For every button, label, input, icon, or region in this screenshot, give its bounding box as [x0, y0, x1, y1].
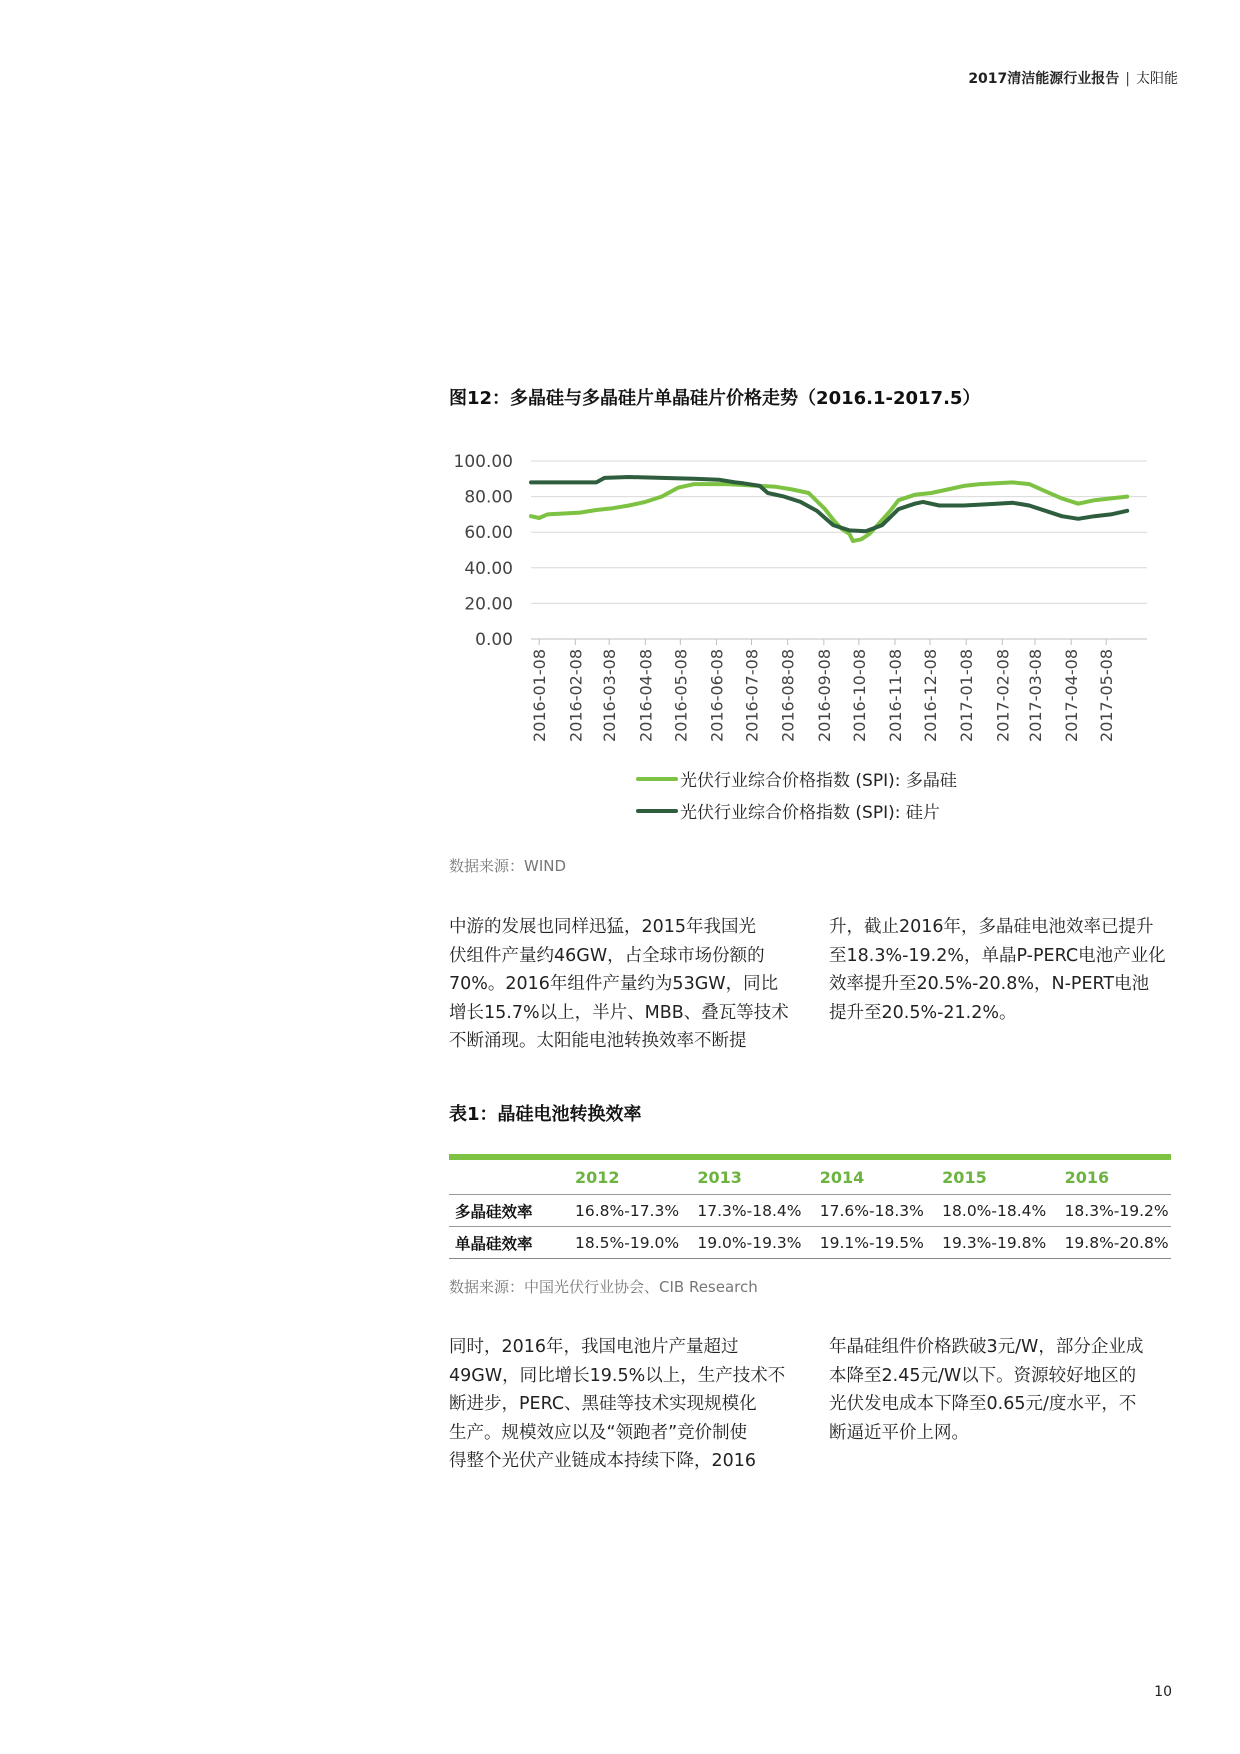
text-line: 不断涌现。太阳能电池转换效率不断提	[449, 1031, 747, 1052]
table-cell: 17.6%-18.3%	[804, 1195, 926, 1227]
table-header-cell: 2012	[559, 1157, 681, 1195]
text-line: 生产。规模效应以及“领跑者”竞价制使	[449, 1422, 748, 1443]
y-tick-label: 60.00	[464, 523, 513, 544]
table-title: 表1：晶硅电池转换效率	[449, 1104, 642, 1125]
table-cell: 18.3%-19.2%	[1049, 1195, 1171, 1227]
text-line: 断进步，PERC、黑硅等技术实现规模化	[449, 1394, 757, 1415]
x-tick-label: 2016-03-08	[600, 649, 620, 742]
text-line: 至18.3%-19.2%，单晶P-PERC电池产业化	[829, 945, 1166, 966]
text-line: 增长15.7%以上，半片、MBB、叠瓦等技术	[449, 1002, 789, 1023]
x-tick-label: 2017-03-08	[1026, 649, 1045, 742]
table-source: 数据来源：中国光伏行业协会、CIB Research	[449, 1278, 758, 1296]
text-line: 升，截止2016年，多晶硅电池效率已提升	[829, 917, 1154, 937]
table-cell: 18.0%-18.4%	[926, 1195, 1048, 1227]
y-tick-label: 80.00	[464, 487, 513, 508]
table-header-cell	[449, 1157, 559, 1195]
y-tick-label: 0.00	[475, 630, 513, 650]
table-cell: 16.8%-17.3%	[559, 1195, 681, 1227]
legend-swatch-wafer	[636, 809, 678, 813]
table-row	[449, 1195, 1171, 1227]
legend-swatch-polysilicon	[636, 777, 678, 781]
header-separator: |	[1125, 71, 1130, 87]
legend-label-polysilicon: 光伏行业综合价格指数 (SPI): 多晶硅	[680, 771, 957, 791]
text-line: 70%。2016年组件产量约为53GW，同比	[449, 974, 779, 995]
table-header-cell: 2016	[1049, 1157, 1171, 1195]
y-tick-label: 40.00	[464, 558, 513, 579]
x-tick-label: 2017-02-08	[993, 649, 1013, 742]
paragraph1-right	[829, 913, 1184, 1027]
text-line: 年晶硅组件价格跌破3元/W，部分企业成	[829, 1337, 1144, 1357]
text-line: 光伏发电成本下降至0.65元/度水平，不	[829, 1394, 1137, 1415]
paragraph2-right	[829, 1333, 1184, 1447]
x-tick-label: 2016-06-08	[707, 649, 727, 742]
x-tick-label: 2017-05-08	[1097, 649, 1117, 742]
text-line: 得整个光伏产业链成本持续下降，2016	[449, 1451, 757, 1472]
series-line-wafer	[531, 477, 1127, 531]
table-row-header: 单晶硅效率	[449, 1227, 559, 1259]
section-name: 太阳能	[1136, 71, 1178, 87]
table-cell: 18.5%-19.0%	[559, 1227, 681, 1259]
text-line: 中游的发展也同样迅猛，2015年我国光	[449, 917, 757, 937]
text-line: 同时，2016年，我国电池片产量超过	[449, 1337, 739, 1357]
figure-title: 图12：多晶硅与多晶硅片单晶硅片价格走势（2016.1-2017.5）	[449, 388, 981, 409]
y-tick-label: 20.00	[464, 594, 513, 615]
report-header	[968, 68, 1178, 88]
text-line: 本降至2.45元/W以下。资源较好地区的	[829, 1365, 1137, 1386]
table-header-row	[449, 1157, 1171, 1195]
y-tick-label: 100.00	[453, 452, 513, 472]
table-cell: 19.8%-20.8%	[1049, 1227, 1171, 1259]
efficiency-table	[449, 1154, 1171, 1259]
table-cell: 19.1%-19.5%	[804, 1227, 926, 1259]
paragraph2-left	[449, 1333, 804, 1476]
page-number: 10	[1154, 1684, 1172, 1700]
table-header-cell: 2013	[681, 1157, 803, 1195]
x-tick-label: 2016-01-08	[530, 649, 550, 742]
paragraph1-left	[449, 913, 804, 1056]
text-line: 伏组件产量约46GW，占全球市场份额的	[449, 945, 765, 966]
x-tick-label: 2016-08-08	[778, 649, 798, 742]
x-tick-label: 2016-05-08	[671, 649, 691, 742]
report-title: 2017清洁能源行业报告	[968, 71, 1120, 87]
figure-source: 数据来源：WIND	[449, 857, 567, 875]
table-cell: 19.3%-19.8%	[926, 1227, 1048, 1259]
x-tick-label: 2016-12-08	[921, 649, 940, 742]
table-header-cell: 2014	[804, 1157, 926, 1195]
text-line: 提升至20.5%-21.2%。	[829, 1002, 1017, 1023]
table-header-cell: 2015	[926, 1157, 1048, 1195]
x-tick-label: 2016-02-08	[566, 649, 586, 742]
x-tick-label: 2016-11-08	[886, 649, 905, 742]
x-tick-label: 2017-01-08	[957, 649, 977, 742]
price-trend-chart	[440, 440, 1160, 760]
table-row-header: 多晶硅效率	[449, 1195, 559, 1227]
x-tick-label: 2016-10-08	[849, 649, 869, 742]
x-tick-label: 2016-04-08	[636, 649, 656, 742]
x-tick-label: 2017-04-08	[1062, 649, 1082, 742]
text-line: 效率提升至20.5%-20.8%，N-PERT电池	[829, 974, 1150, 995]
text-line: 49GW，同比增长19.5%以上，生产技术不	[449, 1365, 786, 1386]
x-tick-label: 2016-07-08	[742, 649, 762, 742]
table-cell: 19.0%-19.3%	[681, 1227, 803, 1259]
x-tick-label: 2016-09-08	[814, 649, 834, 742]
text-line: 断逼近平价上网。	[829, 1422, 969, 1443]
table-cell: 17.3%-18.4%	[681, 1195, 803, 1227]
table-row	[449, 1227, 1171, 1259]
legend-label-wafer: 光伏行业综合价格指数 (SPI): 硅片	[680, 803, 940, 823]
